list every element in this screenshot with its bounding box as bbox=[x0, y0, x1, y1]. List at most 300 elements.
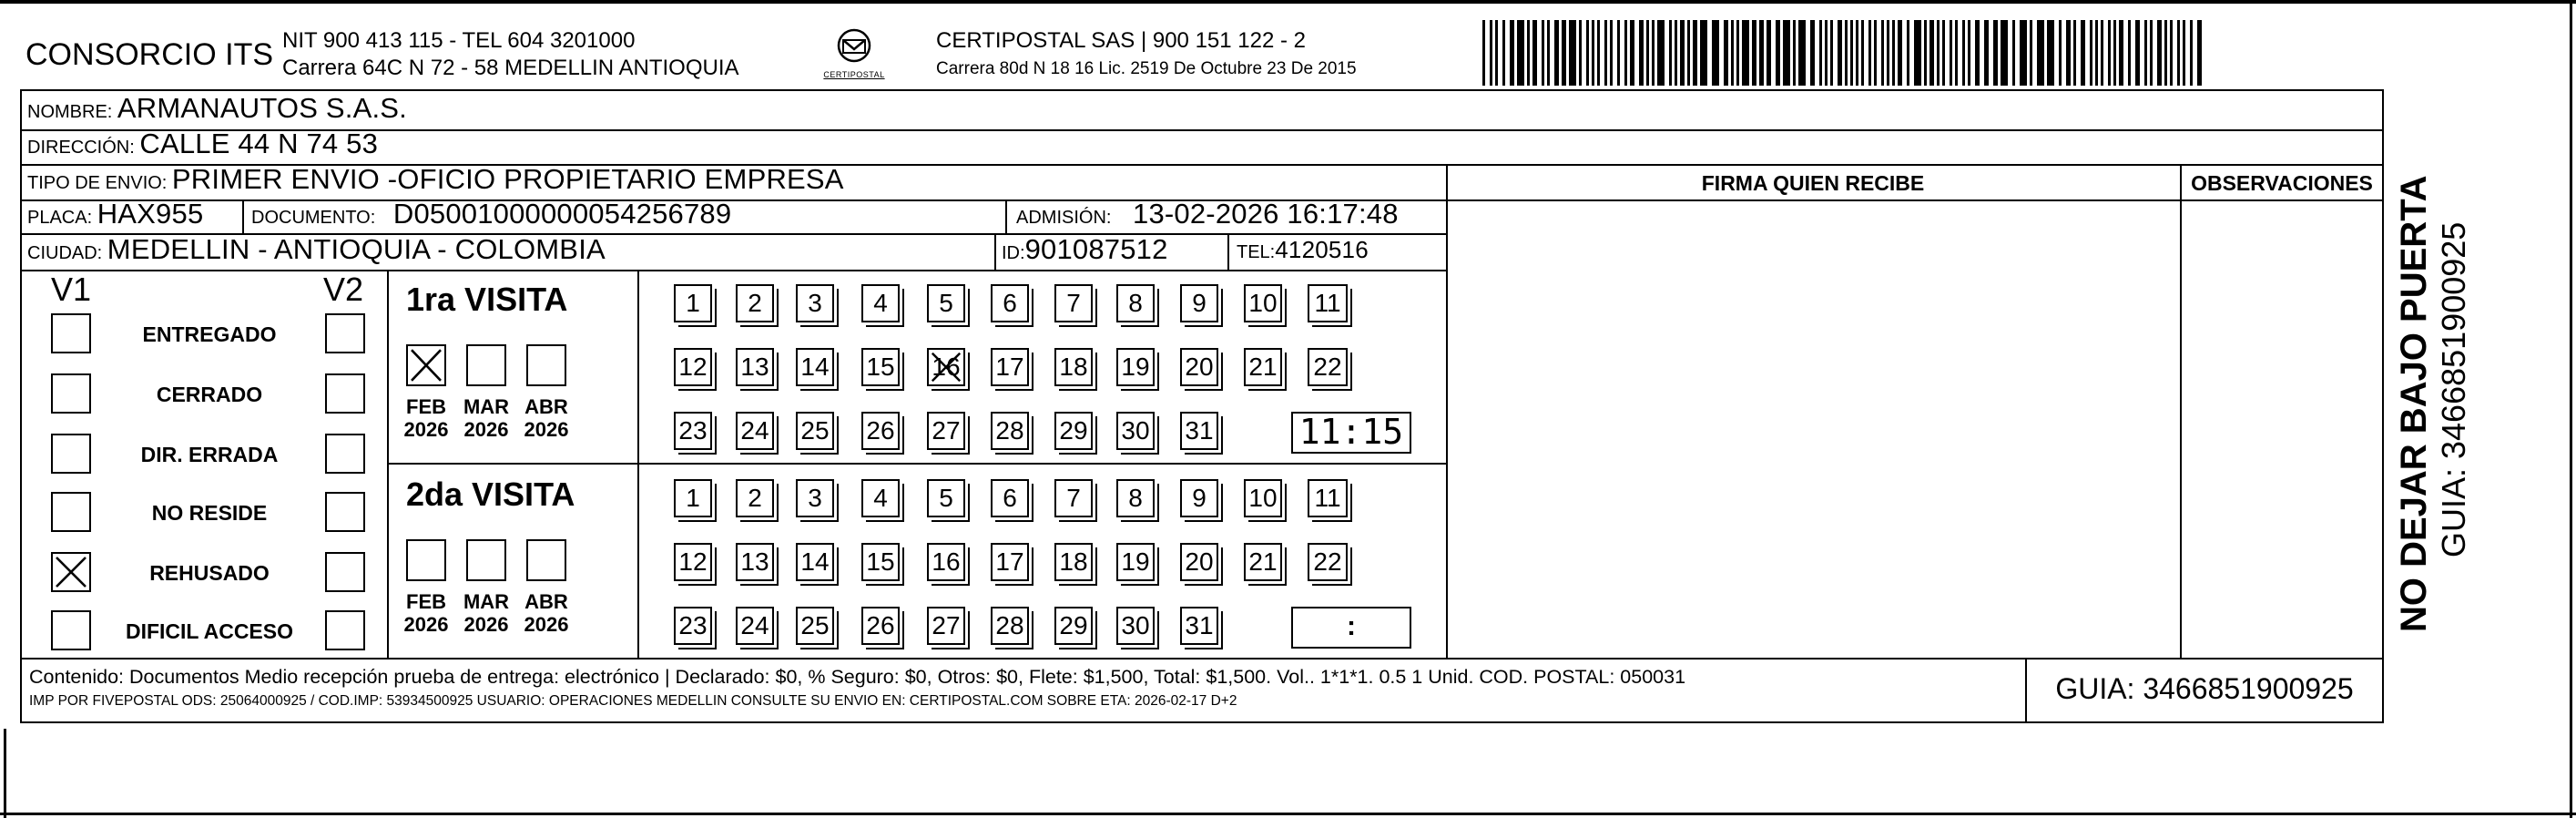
barcode-bar bbox=[1731, 20, 1734, 86]
barcode-bar bbox=[2020, 20, 2027, 86]
month-label bbox=[399, 590, 453, 636]
month-checkbox[interactable] bbox=[526, 344, 566, 386]
day-number: 29 bbox=[1059, 611, 1088, 639]
v1-label: V1 bbox=[51, 271, 92, 308]
month-year: 2026 bbox=[463, 613, 509, 636]
day-box[interactable] bbox=[861, 479, 900, 517]
barcode-bar bbox=[1819, 20, 1822, 86]
day-number: 23 bbox=[678, 416, 708, 445]
barcode-bar bbox=[1736, 20, 1739, 86]
barcode-bar bbox=[1742, 20, 1749, 86]
barcode-bar bbox=[1810, 20, 1815, 86]
day-box[interactable] bbox=[991, 479, 1029, 517]
barcode-bar bbox=[1630, 20, 1634, 86]
certipostal-logo bbox=[813, 27, 895, 82]
day-number: 17 bbox=[995, 547, 1024, 576]
month-label bbox=[459, 395, 514, 441]
month-year: 2026 bbox=[403, 613, 449, 636]
signature-header: FIRMA QUIEN RECIBE bbox=[1701, 171, 1925, 195]
month-checkbox[interactable] bbox=[406, 539, 446, 581]
barcode-bar bbox=[1898, 20, 1902, 86]
document-row bbox=[251, 198, 732, 230]
status-v1-checkbox[interactable] bbox=[51, 552, 91, 592]
barcode-bar bbox=[1532, 20, 1537, 86]
day-box[interactable] bbox=[674, 543, 712, 581]
month-name: ABR bbox=[524, 590, 568, 613]
barcode-bar bbox=[2135, 20, 2140, 86]
city-value: MEDELLIN - ANTIOQUIA - COLOMBIA bbox=[107, 233, 606, 265]
day-box[interactable] bbox=[861, 284, 900, 322]
barcode-bar bbox=[2177, 20, 2180, 86]
status-v1-checkbox[interactable] bbox=[51, 373, 91, 414]
barcode-bar bbox=[1547, 20, 1550, 86]
barcode-bar bbox=[1793, 20, 1796, 86]
barcode-bar bbox=[1562, 20, 1566, 86]
day-box[interactable] bbox=[991, 412, 1029, 450]
day-box[interactable] bbox=[1308, 479, 1348, 517]
address-row bbox=[27, 128, 379, 159]
day-box[interactable] bbox=[861, 543, 900, 581]
barcode-bar bbox=[1510, 20, 1514, 86]
city-label: CIUDAD: bbox=[27, 243, 103, 263]
barcode-bar bbox=[1914, 20, 1921, 86]
day-number: 12 bbox=[678, 353, 708, 381]
day-box[interactable] bbox=[1180, 543, 1218, 581]
time-value: : bbox=[1347, 611, 1356, 641]
day-box[interactable] bbox=[736, 348, 774, 386]
day-box[interactable] bbox=[1116, 607, 1155, 645]
day-number: 3 bbox=[808, 289, 822, 317]
day-box[interactable] bbox=[796, 348, 834, 386]
day-box[interactable] bbox=[796, 543, 834, 581]
barcode-bar bbox=[1868, 20, 1871, 86]
day-number: 4 bbox=[873, 484, 888, 512]
barcode-bar bbox=[2001, 20, 2008, 86]
day-number: 10 bbox=[1248, 484, 1278, 512]
status-v2-checkbox[interactable] bbox=[325, 313, 365, 353]
day-number: 28 bbox=[995, 416, 1024, 445]
barcode-bar bbox=[1907, 20, 1909, 86]
admission-value: 13-02-2026 16:17:48 bbox=[1133, 198, 1399, 230]
barcode-bar bbox=[1937, 20, 1940, 86]
status-v1-checkbox[interactable] bbox=[51, 434, 91, 474]
day-number: 18 bbox=[1059, 547, 1088, 576]
barcode-bar bbox=[1639, 20, 1644, 86]
day-box[interactable] bbox=[1116, 284, 1155, 322]
barcode-bar bbox=[2030, 20, 2032, 86]
day-number: 24 bbox=[740, 416, 769, 445]
month-year: 2026 bbox=[524, 613, 569, 636]
day-box[interactable] bbox=[736, 543, 774, 581]
barcode-bar bbox=[2190, 20, 2193, 86]
name-label: NOMBRE: bbox=[27, 102, 113, 122]
day-number: 7 bbox=[1066, 289, 1081, 317]
month-checkbox[interactable] bbox=[466, 344, 506, 386]
status-v2-checkbox[interactable] bbox=[325, 552, 365, 592]
day-box[interactable] bbox=[927, 348, 965, 386]
barcode-bar bbox=[1924, 20, 1927, 86]
barcode-bar bbox=[2108, 20, 2111, 86]
status-v1-checkbox[interactable] bbox=[51, 492, 91, 532]
status-label: DIR. ERRADA bbox=[140, 443, 279, 466]
day-box[interactable] bbox=[1180, 284, 1218, 322]
x-mark-icon bbox=[929, 350, 963, 384]
day-number: 3 bbox=[808, 484, 822, 512]
day-number: 22 bbox=[1313, 353, 1342, 381]
barcode-bar bbox=[2059, 20, 2062, 86]
day-number: 7 bbox=[1066, 484, 1081, 512]
plate-row bbox=[27, 198, 204, 230]
day-number: 26 bbox=[866, 611, 895, 639]
day-number: 11 bbox=[1314, 289, 1341, 317]
day-box[interactable] bbox=[1116, 543, 1155, 581]
month-year: 2026 bbox=[463, 418, 509, 441]
day-number: 21 bbox=[1248, 547, 1278, 576]
day-number: 1 bbox=[686, 289, 700, 317]
barcode-bar bbox=[1798, 20, 1806, 86]
day-box[interactable] bbox=[1054, 412, 1093, 450]
barcode-bar bbox=[2144, 20, 2147, 86]
status-v2-checkbox[interactable] bbox=[325, 610, 365, 650]
day-box[interactable] bbox=[861, 348, 900, 386]
month-label bbox=[519, 395, 574, 441]
barcode-bar bbox=[1861, 20, 1864, 86]
barcode-bar bbox=[1825, 20, 1828, 86]
barcode-bar bbox=[1783, 20, 1790, 86]
day-number: 15 bbox=[866, 353, 895, 381]
barcode-bar bbox=[2090, 20, 2092, 86]
status-v1-checkbox[interactable] bbox=[51, 610, 91, 650]
barcode-bar bbox=[1881, 20, 1884, 86]
tel-row bbox=[1237, 238, 1369, 264]
document-label: DOCUMENTO: bbox=[251, 208, 376, 228]
barcode-bar bbox=[2170, 20, 2173, 86]
day-number: 9 bbox=[1192, 484, 1207, 512]
status-label: CERRADO bbox=[156, 383, 263, 406]
day-box[interactable] bbox=[1054, 607, 1093, 645]
visit-title: 1ra VISITA bbox=[406, 281, 568, 318]
day-number: 18 bbox=[1059, 353, 1088, 381]
month-name: ABR bbox=[524, 395, 568, 418]
day-box[interactable] bbox=[736, 412, 774, 450]
day-box[interactable] bbox=[1116, 348, 1155, 386]
month-year: 2026 bbox=[403, 418, 449, 441]
day-number: 29 bbox=[1059, 416, 1088, 445]
barcode-bar bbox=[1490, 20, 1492, 86]
barcode-bar bbox=[2164, 20, 2167, 86]
barcode-bar bbox=[1887, 20, 1889, 86]
day-box[interactable] bbox=[1054, 479, 1093, 517]
day-number: 12 bbox=[678, 547, 708, 576]
day-number: 13 bbox=[740, 547, 769, 576]
barcode-bar bbox=[1617, 20, 1620, 86]
barcode-bar bbox=[2157, 20, 2162, 86]
day-box[interactable] bbox=[927, 543, 965, 581]
barcode-bar bbox=[1579, 20, 1582, 86]
barcode-bar bbox=[1850, 20, 1853, 86]
barcode-bar bbox=[1759, 20, 1764, 86]
admission-label: ADMISIÓN: bbox=[1016, 208, 1112, 228]
day-number: 19 bbox=[1121, 353, 1150, 381]
imp-line: IMP POR FIVEPOSTAL ODS: 25064000925 / COD.IMP: 53934500925 USUARIO: OPERACIONES MEDELLIN CONSULTE SU ENVIO EN: CERTIPOSTAL.COM SOBRE ETA: 2026-02-17 D+2 bbox=[29, 693, 1237, 709]
day-number: 6 bbox=[1003, 289, 1017, 317]
day-box[interactable] bbox=[1308, 284, 1348, 322]
day-box[interactable] bbox=[1244, 543, 1282, 581]
day-box[interactable] bbox=[674, 479, 712, 517]
day-number: 13 bbox=[740, 353, 769, 381]
day-number: 15 bbox=[866, 547, 895, 576]
barcode-bar bbox=[1687, 20, 1690, 86]
day-box[interactable] bbox=[1308, 543, 1348, 581]
day-number: 2 bbox=[748, 484, 762, 512]
barcode-bar bbox=[1767, 20, 1771, 86]
barcode-bar bbox=[2150, 20, 2153, 86]
x-mark-icon bbox=[53, 554, 89, 590]
barcode-bar bbox=[1984, 20, 1989, 86]
barcode-bar bbox=[1968, 20, 1970, 86]
day-box[interactable] bbox=[1244, 284, 1282, 322]
status-label: REHUSADO bbox=[149, 561, 270, 585]
day-box[interactable] bbox=[1244, 348, 1282, 386]
day-box[interactable] bbox=[1054, 284, 1093, 322]
company-address: Carrera 64C N 72 - 58 MEDELLIN ANTIOQUIA bbox=[282, 56, 739, 80]
month-label bbox=[519, 590, 574, 636]
day-box[interactable] bbox=[1180, 479, 1218, 517]
barcode-bar bbox=[1929, 20, 1934, 86]
admission-row bbox=[1016, 198, 1399, 230]
barcode-bar bbox=[2119, 20, 2123, 86]
side-guia: GUIA: 3466851900925 bbox=[2435, 221, 2472, 557]
barcode-bar bbox=[1993, 20, 1998, 86]
barcode-bar bbox=[2101, 20, 2103, 86]
day-box[interactable] bbox=[1180, 412, 1218, 450]
day-box[interactable] bbox=[861, 412, 900, 450]
send-type-row bbox=[27, 163, 844, 195]
day-box[interactable] bbox=[674, 284, 712, 322]
barcode-bar bbox=[1680, 20, 1685, 86]
barcode-bar bbox=[2197, 20, 2202, 86]
barcode-bar bbox=[1874, 20, 1877, 86]
barcode-bar bbox=[1962, 20, 1965, 86]
status-label: ENTREGADO bbox=[142, 322, 277, 346]
day-box[interactable] bbox=[796, 479, 834, 517]
company-nit: NIT 900 413 115 - TEL 604 3201000 bbox=[282, 28, 636, 53]
day-number: 9 bbox=[1192, 289, 1207, 317]
send-type-value: PRIMER ENVIO -OFICIO PROPIETARIO EMPRESA bbox=[171, 163, 844, 195]
visit-title: 2da VISITA bbox=[406, 475, 575, 513]
courier-name: CERTIPOSTAL SAS | 900 151 122 - 2 bbox=[936, 28, 1306, 53]
day-box[interactable] bbox=[927, 479, 965, 517]
day-number: 28 bbox=[995, 611, 1024, 639]
day-box[interactable] bbox=[991, 348, 1029, 386]
month-label bbox=[399, 395, 453, 441]
status-label: DIFICIL ACCESO bbox=[125, 619, 293, 643]
barcode-bar bbox=[1669, 20, 1672, 86]
day-number: 5 bbox=[939, 289, 953, 317]
barcode-bar bbox=[2073, 20, 2076, 86]
day-number: 5 bbox=[939, 484, 953, 512]
day-box[interactable] bbox=[1180, 348, 1218, 386]
day-number: 23 bbox=[678, 611, 708, 639]
barcode-bar bbox=[1482, 20, 1485, 86]
barcode-bar bbox=[1724, 20, 1728, 86]
day-number: 26 bbox=[866, 416, 895, 445]
barcode-bar bbox=[1610, 20, 1613, 86]
barcode-bar bbox=[2183, 20, 2185, 86]
day-box[interactable] bbox=[1116, 479, 1155, 517]
barcode-bar bbox=[1830, 20, 1833, 86]
barcode-bar bbox=[1712, 20, 1719, 86]
day-number: 20 bbox=[1185, 547, 1214, 576]
v2-label: V2 bbox=[323, 271, 364, 308]
x-mark-icon bbox=[408, 346, 444, 384]
month-checkbox[interactable] bbox=[406, 344, 446, 386]
barcode-bar bbox=[1838, 20, 1842, 86]
month-year: 2026 bbox=[524, 418, 569, 441]
day-number: 25 bbox=[800, 416, 830, 445]
day-box[interactable] bbox=[796, 607, 834, 645]
time-box[interactable] bbox=[1291, 412, 1411, 454]
barcode-bar bbox=[2095, 20, 2098, 86]
day-number: 8 bbox=[1128, 289, 1143, 317]
day-box[interactable] bbox=[736, 607, 774, 645]
barcode-bar bbox=[1856, 20, 1858, 86]
status-v1-checkbox[interactable] bbox=[51, 313, 91, 353]
courier-address: Carrera 80d N 18 16 Lic. 2519 De Octubre 23 De 2015 bbox=[936, 59, 1357, 78]
day-box[interactable] bbox=[796, 284, 834, 322]
id-value: 901087512 bbox=[1024, 233, 1168, 265]
barcode-bar bbox=[1502, 20, 1505, 86]
day-box[interactable] bbox=[861, 607, 900, 645]
barcode-bar bbox=[2066, 20, 2071, 86]
day-box[interactable] bbox=[991, 607, 1029, 645]
plate-label: PLACA: bbox=[27, 208, 93, 228]
day-box[interactable] bbox=[736, 479, 774, 517]
status-v2-checkbox[interactable] bbox=[325, 373, 365, 414]
month-name: FEB bbox=[406, 590, 446, 613]
status-v2-checkbox[interactable] bbox=[325, 492, 365, 532]
day-number: 27 bbox=[932, 416, 961, 445]
barcode-bar bbox=[2081, 20, 2085, 86]
day-number: 27 bbox=[932, 611, 961, 639]
barcode-bar bbox=[1700, 20, 1707, 86]
barcode-bar bbox=[1845, 20, 1848, 86]
observations-header: OBSERVACIONES bbox=[2191, 171, 2373, 195]
day-box[interactable] bbox=[674, 412, 712, 450]
day-box[interactable] bbox=[674, 348, 712, 386]
barcode-icon bbox=[1482, 20, 2204, 86]
day-box[interactable] bbox=[674, 607, 712, 645]
day-number: 30 bbox=[1121, 611, 1150, 639]
day-number: 16 bbox=[932, 547, 961, 576]
plate-value: HAX955 bbox=[97, 198, 204, 230]
barcode-bar bbox=[1752, 20, 1756, 86]
day-number: 10 bbox=[1248, 289, 1278, 317]
time-value: 11:15 bbox=[1298, 412, 1404, 452]
day-number: 21 bbox=[1248, 353, 1278, 381]
logo-caption: CERTIPOSTAL bbox=[823, 70, 885, 79]
day-number: 8 bbox=[1128, 484, 1143, 512]
barcode-bar bbox=[2012, 20, 2015, 86]
day-number: 6 bbox=[1003, 484, 1017, 512]
barcode-bar bbox=[1950, 20, 1952, 86]
city-row bbox=[27, 233, 606, 265]
day-number: 14 bbox=[800, 353, 830, 381]
day-box[interactable] bbox=[736, 284, 774, 322]
day-box[interactable] bbox=[991, 543, 1029, 581]
barcode-bar bbox=[1892, 20, 1895, 86]
day-number: 25 bbox=[800, 611, 830, 639]
day-box[interactable] bbox=[1054, 348, 1093, 386]
barcode-bar bbox=[1517, 20, 1524, 86]
month-name: FEB bbox=[406, 395, 446, 418]
day-box[interactable] bbox=[1244, 479, 1282, 517]
barcode-bar bbox=[1554, 20, 1559, 86]
barcode-bar bbox=[1955, 20, 1958, 86]
day-box[interactable] bbox=[927, 284, 965, 322]
barcode-bar bbox=[1652, 20, 1655, 86]
day-box[interactable] bbox=[927, 607, 965, 645]
month-checkbox[interactable] bbox=[526, 539, 566, 581]
day-number: 11 bbox=[1314, 484, 1341, 512]
month-checkbox[interactable] bbox=[466, 539, 506, 581]
day-box[interactable] bbox=[1308, 348, 1348, 386]
barcode-bar bbox=[1604, 20, 1607, 86]
barcode-bar bbox=[1527, 20, 1530, 86]
id-label: ID: bbox=[1002, 243, 1025, 263]
barcode-bar bbox=[1776, 20, 1780, 86]
day-box[interactable] bbox=[991, 284, 1029, 322]
company-name: CONSORCIO ITS bbox=[25, 37, 274, 72]
barcode-bar bbox=[1586, 20, 1589, 86]
day-number: 30 bbox=[1121, 416, 1150, 445]
barcode-bar bbox=[1675, 20, 1677, 86]
day-box[interactable] bbox=[1054, 543, 1093, 581]
status-v2-checkbox[interactable] bbox=[325, 434, 365, 474]
barcode-bar bbox=[1693, 20, 1697, 86]
document-value: D05001000000054256789 bbox=[392, 198, 732, 230]
time-box[interactable] bbox=[1291, 607, 1411, 649]
barcode-bar bbox=[1942, 20, 1945, 86]
envelope-logo-icon bbox=[813, 27, 895, 67]
day-box[interactable] bbox=[1180, 607, 1218, 645]
barcode-bar bbox=[1542, 20, 1544, 86]
tel-label: TEL: bbox=[1237, 242, 1276, 262]
status-label: NO RESIDE bbox=[151, 501, 268, 525]
barcode-bar bbox=[1646, 20, 1649, 86]
address-label: DIRECCIÓN: bbox=[27, 138, 135, 158]
address-value: CALLE 44 N 74 53 bbox=[139, 128, 379, 159]
footer-guia: GUIA: 3466851900925 bbox=[2055, 672, 2354, 705]
day-box[interactable] bbox=[1116, 412, 1155, 450]
day-box[interactable] bbox=[796, 412, 834, 450]
day-number: 22 bbox=[1313, 547, 1342, 576]
content-line: Contenido: Documentos Medio recepción prueba de entrega: electrónico | Declarado: $0, % Seguro: $0, Otros: $0, Flete: $1,500, Total: $1,500. Vol.. 1*1*1. 0.5 1 Unid. COD. POSTAL: 050031 bbox=[29, 666, 1686, 688]
barcode-bar bbox=[2037, 20, 2044, 86]
day-number: 19 bbox=[1121, 547, 1150, 576]
barcode-bar bbox=[2128, 20, 2131, 86]
barcode-bar bbox=[1624, 20, 1627, 86]
day-number: 2 bbox=[748, 289, 762, 317]
barcode-bar bbox=[1592, 20, 1594, 86]
day-box[interactable] bbox=[927, 412, 965, 450]
day-number: 17 bbox=[995, 353, 1024, 381]
barcode-bar bbox=[1597, 20, 1600, 86]
send-type-label: TIPO DE ENVIO: bbox=[27, 173, 168, 193]
day-number: 24 bbox=[740, 611, 769, 639]
day-number: 4 bbox=[873, 289, 888, 317]
day-number: 20 bbox=[1185, 353, 1214, 381]
